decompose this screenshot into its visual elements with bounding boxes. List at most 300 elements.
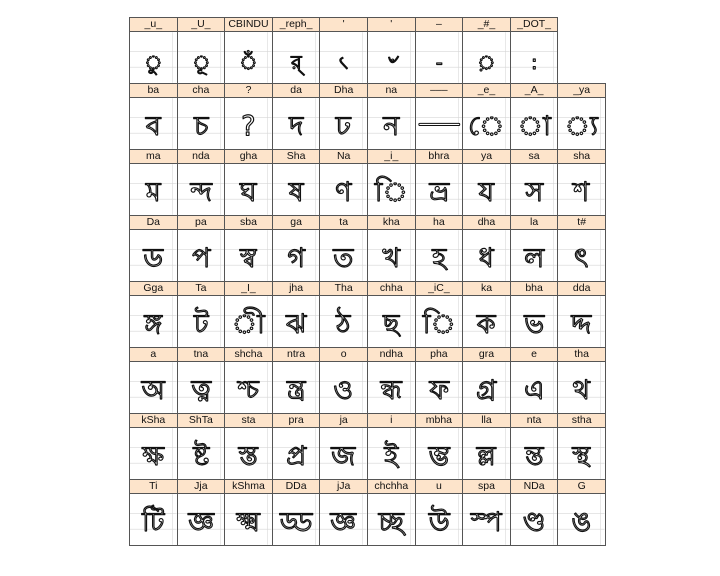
glyph-cell xyxy=(367,149,416,216)
glyph-preview xyxy=(320,428,367,479)
glyph-cell xyxy=(319,17,368,84)
glyph-char: উ xyxy=(428,507,450,539)
glyph-label: ga xyxy=(273,216,320,230)
glyph-preview xyxy=(225,230,272,281)
glyph-char: - xyxy=(435,51,443,75)
glyph-preview xyxy=(511,296,558,347)
glyph-char: অ xyxy=(141,375,166,407)
glyph-char: ন্ত্র xyxy=(286,375,306,407)
glyph-char: ণ xyxy=(335,177,352,209)
glyph-char: স্ব xyxy=(240,243,257,275)
glyph-cell xyxy=(367,281,416,348)
glyph-char: গ্র xyxy=(476,375,497,407)
glyph-table xyxy=(129,17,605,545)
glyph-label: Ti xyxy=(130,480,177,494)
glyph-label: ta xyxy=(320,216,367,230)
glyph-label: Da xyxy=(130,216,177,230)
glyph-char: ি xyxy=(374,177,408,209)
glyph-label: chchha xyxy=(368,480,415,494)
glyph-char: ক্ষ xyxy=(142,441,165,473)
glyph-label: ndha xyxy=(368,348,415,362)
glyph-label: ya xyxy=(463,150,510,164)
glyph-label: Ta xyxy=(178,282,225,296)
glyph-preview xyxy=(225,164,272,215)
glyph-cell xyxy=(129,17,178,84)
glyph-preview xyxy=(511,428,558,479)
glyph-preview xyxy=(273,296,320,347)
glyph-char: ছ xyxy=(383,309,400,341)
glyph-preview xyxy=(130,230,177,281)
glyph-label: la xyxy=(511,216,558,230)
glyph-preview xyxy=(273,362,320,413)
glyph-char: জ্ঞ xyxy=(330,507,357,539)
glyph-preview xyxy=(273,428,320,479)
glyph-cell xyxy=(462,83,511,150)
glyph-preview xyxy=(178,296,225,347)
glyph-cell xyxy=(462,215,511,282)
glyph-char: দ্দ xyxy=(571,309,592,341)
glyph-cell xyxy=(272,479,321,546)
glyph-cell xyxy=(272,347,321,414)
glyph-preview xyxy=(178,32,225,83)
glyph-label: Tha xyxy=(320,282,367,296)
glyph-cell xyxy=(462,281,511,348)
glyph-label: jha xyxy=(273,282,320,296)
glyph-preview xyxy=(511,98,558,149)
glyph-label: ? xyxy=(225,84,272,98)
glyph-char: ্য xyxy=(565,111,599,143)
glyph-char: ী xyxy=(231,309,266,341)
glyph-cell xyxy=(557,281,606,348)
glyph-char: জ xyxy=(331,441,356,473)
glyph-char: ন xyxy=(383,111,400,143)
glyph-char: ই xyxy=(384,441,399,473)
glyph-cell xyxy=(319,83,368,150)
glyph-char: স্ত xyxy=(238,441,259,473)
glyph-cell xyxy=(319,413,368,480)
glyph-char: ট xyxy=(193,309,209,341)
glyph-cell xyxy=(272,149,321,216)
glyph-cell xyxy=(272,215,321,282)
glyph-char: প্র xyxy=(285,441,307,473)
glyph-label: sha xyxy=(558,150,605,164)
glyph-cell xyxy=(415,17,464,84)
glyph-char: ম xyxy=(145,177,161,209)
glyph-cell xyxy=(510,149,559,216)
glyph-cell xyxy=(415,281,464,348)
glyph-char: টি xyxy=(142,507,165,539)
glyph-char: ঁ xyxy=(239,51,258,75)
glyph-preview xyxy=(463,32,510,83)
glyph-preview xyxy=(320,362,367,413)
glyph-preview xyxy=(558,362,605,413)
glyph-cell xyxy=(367,83,416,150)
glyph-label: bhra xyxy=(416,150,463,164)
glyph-cell xyxy=(510,413,559,480)
glyph-char: ে xyxy=(468,111,505,143)
glyph-preview xyxy=(416,98,463,149)
glyph-cell xyxy=(557,347,606,414)
glyph-cell xyxy=(129,149,178,216)
glyph-char: য xyxy=(478,177,495,209)
glyph-label: ja xyxy=(320,414,367,428)
glyph-preview xyxy=(320,32,367,83)
glyph-preview xyxy=(511,494,558,545)
glyph-label: kShma xyxy=(225,480,272,494)
glyph-char: ত xyxy=(333,243,354,275)
glyph-label: mbha xyxy=(416,414,463,428)
glyph-cell xyxy=(462,479,511,546)
glyph-preview xyxy=(416,296,463,347)
glyph-label: o xyxy=(320,348,367,362)
glyph-cell xyxy=(224,413,273,480)
glyph-label: ntra xyxy=(273,348,320,362)
glyph-label: CBINDU xyxy=(225,18,272,32)
glyph-cell xyxy=(462,17,511,84)
glyph-cell xyxy=(224,479,273,546)
glyph-preview xyxy=(511,362,558,413)
glyph-preview xyxy=(273,98,320,149)
glyph-cell xyxy=(510,83,559,150)
glyph-char: ম্ভ xyxy=(428,441,450,473)
glyph-label: tna xyxy=(178,348,225,362)
glyph-cell xyxy=(415,149,464,216)
glyph-preview xyxy=(368,428,415,479)
glyph-label: ka xyxy=(463,282,510,296)
glyph-char: এ xyxy=(523,375,545,407)
glyph-char: ক xyxy=(476,309,496,341)
glyph-preview xyxy=(178,428,225,479)
glyph-label: gha xyxy=(225,150,272,164)
glyph-preview xyxy=(416,362,463,413)
glyph-char: ঢ xyxy=(336,111,352,143)
glyph-preview xyxy=(178,164,225,215)
glyph-char: ক্ষ্ম xyxy=(236,507,261,539)
glyph-cell xyxy=(224,149,273,216)
glyph-label: Na xyxy=(320,150,367,164)
glyph-cell xyxy=(557,83,606,150)
glyph-label: ' xyxy=(320,18,367,32)
glyph-preview xyxy=(511,164,558,215)
glyph-cell xyxy=(224,215,273,282)
glyph-label: gra xyxy=(463,348,510,362)
glyph-char: র্ xyxy=(290,51,302,75)
glyph-preview xyxy=(273,494,320,545)
glyph-cell xyxy=(367,347,416,414)
glyph-char: ষ্ট xyxy=(192,441,210,473)
glyph-cell xyxy=(319,479,368,546)
glyph-label: na xyxy=(368,84,415,98)
glyph-char: া xyxy=(517,111,551,143)
glyph-label: jJa xyxy=(320,480,367,494)
glyph-label: DDa xyxy=(273,480,320,494)
glyph-preview xyxy=(416,428,463,479)
glyph-char: ত্ন xyxy=(190,375,211,407)
glyph-label: _I_ xyxy=(225,282,272,296)
glyph-label: lla xyxy=(463,414,510,428)
glyph-char: ঘ xyxy=(240,177,257,209)
glyph-preview xyxy=(178,362,225,413)
glyph-preview xyxy=(558,428,605,479)
glyph-preview xyxy=(178,494,225,545)
glyph-cell xyxy=(319,347,368,414)
glyph-label: sta xyxy=(225,414,272,428)
glyph-preview xyxy=(368,164,415,215)
glyph-preview xyxy=(558,494,605,545)
glyph-char: ৎ xyxy=(574,243,589,275)
glyph-cell xyxy=(557,149,606,216)
glyph-label: ' xyxy=(368,18,415,32)
glyph-label: ma xyxy=(130,150,177,164)
glyph-label: da xyxy=(273,84,320,98)
glyph-preview xyxy=(130,296,177,347)
glyph-preview xyxy=(130,362,177,413)
glyph-cell xyxy=(510,347,559,414)
glyph-cell xyxy=(129,215,178,282)
glyph-label: _iC_ xyxy=(416,282,463,296)
glyph-cell xyxy=(367,215,416,282)
glyph-preview xyxy=(130,164,177,215)
glyph-preview xyxy=(368,362,415,413)
glyph-char: ৺ xyxy=(385,51,398,75)
glyph-label: dda xyxy=(558,282,605,296)
glyph-cell xyxy=(415,347,464,414)
glyph-cell xyxy=(177,17,226,84)
glyph-preview xyxy=(463,494,510,545)
glyph-char: ঙ্গ xyxy=(144,309,163,341)
glyph-label: ShTa xyxy=(178,414,225,428)
glyph-preview xyxy=(130,32,177,83)
glyph-cell xyxy=(177,413,226,480)
glyph-char: গ xyxy=(287,243,305,275)
glyph-label: shcha xyxy=(225,348,272,362)
glyph-preview xyxy=(416,494,463,545)
glyph-char: ় xyxy=(477,51,496,75)
glyph-char: শ xyxy=(573,177,590,209)
glyph-char: ন্দ xyxy=(189,177,212,209)
glyph-label: nta xyxy=(511,414,558,428)
glyph-label: Sha xyxy=(273,150,320,164)
glyph-cell xyxy=(415,83,464,150)
glyph-preview xyxy=(558,164,605,215)
glyph-preview xyxy=(416,230,463,281)
glyph-preview xyxy=(368,296,415,347)
glyph-label: pa xyxy=(178,216,225,230)
glyph-char: ঝ xyxy=(285,309,307,341)
glyph-preview xyxy=(178,230,225,281)
glyph-label: Jja xyxy=(178,480,225,494)
glyph-cell xyxy=(177,83,226,150)
glyph-preview xyxy=(463,296,510,347)
glyph-cell xyxy=(415,413,464,480)
glyph-cell xyxy=(462,149,511,216)
glyph-label: _#_ xyxy=(463,18,510,32)
glyph-label: sba xyxy=(225,216,272,230)
glyph-label: _e_ xyxy=(463,84,510,98)
glyph-label: _ya xyxy=(558,84,605,98)
glyph-cell xyxy=(129,347,178,414)
glyph-char: ি xyxy=(422,309,456,341)
glyph-label: sa xyxy=(511,150,558,164)
glyph-preview xyxy=(463,230,510,281)
glyph-preview xyxy=(225,32,272,83)
glyph-preview xyxy=(320,164,367,215)
glyph-char: : xyxy=(530,51,538,75)
glyph-preview xyxy=(320,494,367,545)
glyph-preview xyxy=(130,98,177,149)
glyph-preview xyxy=(558,98,605,149)
glyph-cell xyxy=(510,479,559,546)
glyph-preview xyxy=(130,494,177,545)
glyph-preview xyxy=(225,98,272,149)
glyph-cell xyxy=(557,413,606,480)
glyph-preview xyxy=(463,362,510,413)
glyph-char: ভ্র xyxy=(428,177,449,209)
glyph-char: ল্ল xyxy=(476,441,497,473)
glyph-preview xyxy=(368,494,415,545)
glyph-cell xyxy=(177,215,226,282)
glyph-cell xyxy=(272,281,321,348)
glyph-label: ––– xyxy=(416,84,463,98)
glyph-cell xyxy=(224,83,273,150)
glyph-label: a xyxy=(130,348,177,362)
glyph-preview xyxy=(368,98,415,149)
glyph-label: kSha xyxy=(130,414,177,428)
glyph-label: _u_ xyxy=(130,18,177,32)
glyph-label: chha xyxy=(368,282,415,296)
glyph-char: ঙ xyxy=(571,507,592,539)
glyph-preview xyxy=(463,164,510,215)
glyph-label: dha xyxy=(463,216,510,230)
glyph-label: _reph_ xyxy=(273,18,320,32)
glyph-preview xyxy=(225,428,272,479)
glyph-char: ৻ xyxy=(338,51,349,75)
glyph-cell xyxy=(129,83,178,150)
glyph-preview xyxy=(320,296,367,347)
glyph-cell xyxy=(510,215,559,282)
glyph-char: ষ xyxy=(288,177,304,209)
glyph-label: _U_ xyxy=(178,18,225,32)
glyph-cell xyxy=(462,347,511,414)
glyph-cell xyxy=(177,149,226,216)
glyph-label: nda xyxy=(178,150,225,164)
glyph-char: ভ xyxy=(523,309,545,341)
glyph-cell xyxy=(557,479,606,546)
glyph-label: – xyxy=(416,18,463,32)
glyph-cell xyxy=(319,215,368,282)
glyph-char: স্প xyxy=(470,507,503,539)
glyph-char: ড xyxy=(143,243,164,275)
glyph-char: থ xyxy=(572,375,591,407)
glyph-preview xyxy=(463,428,510,479)
glyph-cell xyxy=(319,281,368,348)
glyph-label: spa xyxy=(463,480,510,494)
glyph-label: cha xyxy=(178,84,225,98)
glyph-cell xyxy=(224,281,273,348)
glyph-cell xyxy=(224,347,273,414)
glyph-char: ফ xyxy=(428,375,449,407)
glyph-cell xyxy=(319,149,368,216)
glyph-label: _i_ xyxy=(368,150,415,164)
glyph-label: _DOT_ xyxy=(511,18,558,32)
glyph-label: kha xyxy=(368,216,415,230)
glyph-char: খ xyxy=(382,243,401,275)
glyph-preview xyxy=(225,494,272,545)
glyph-preview xyxy=(463,98,510,149)
glyph-cell xyxy=(177,281,226,348)
glyph-preview xyxy=(178,98,225,149)
glyph-char: ল xyxy=(523,243,545,275)
glyph-char: স xyxy=(525,177,544,209)
glyph-char: ব xyxy=(145,111,161,143)
glyph-char: চ xyxy=(193,111,209,143)
glyph-preview xyxy=(511,32,558,83)
glyph-preview xyxy=(416,32,463,83)
glyph-preview xyxy=(416,164,463,215)
glyph-cell xyxy=(272,413,321,480)
glyph-cell xyxy=(272,83,321,150)
glyph-label: pra xyxy=(273,414,320,428)
glyph-label: G xyxy=(558,480,605,494)
glyph-char: ? xyxy=(241,111,256,143)
glyph-label: i xyxy=(368,414,415,428)
glyph-label: pha xyxy=(416,348,463,362)
glyph-cell xyxy=(367,17,416,84)
glyph-char: ড্ড xyxy=(279,507,313,539)
glyph-char: শ্চ xyxy=(237,375,260,407)
glyph-preview xyxy=(368,32,415,83)
glyph-preview xyxy=(558,296,605,347)
glyph-char: প xyxy=(191,243,211,275)
glyph-preview xyxy=(558,230,605,281)
glyph-char: ূ xyxy=(191,51,210,75)
glyph-char: ন্ত xyxy=(524,441,544,473)
glyph-char: চ্ছ xyxy=(378,507,405,539)
glyph-char: ণ্ড xyxy=(522,507,546,539)
glyph-preview xyxy=(320,98,367,149)
glyph-cell xyxy=(129,479,178,546)
glyph-preview xyxy=(368,230,415,281)
glyph-preview xyxy=(273,32,320,83)
glyph-cell xyxy=(129,413,178,480)
glyph-label: u xyxy=(416,480,463,494)
glyph-char: স্থ xyxy=(572,441,591,473)
glyph-char: ধ xyxy=(478,243,495,275)
glyph-preview xyxy=(511,230,558,281)
glyph-cell xyxy=(510,17,559,84)
glyph-cell xyxy=(557,215,606,282)
glyph-cell xyxy=(224,17,273,84)
glyph-label: NDa xyxy=(511,480,558,494)
glyph-label: ba xyxy=(130,84,177,98)
glyph-label: Gga xyxy=(130,282,177,296)
glyph-char: ন্ধ xyxy=(380,375,403,407)
glyph-preview xyxy=(320,230,367,281)
glyph-cell xyxy=(177,479,226,546)
glyph-cell xyxy=(462,413,511,480)
glyph-cell xyxy=(367,479,416,546)
glyph-preview xyxy=(225,296,272,347)
glyph-cell xyxy=(510,281,559,348)
glyph-char: ু xyxy=(144,51,163,75)
glyph-char: দ xyxy=(288,111,304,143)
glyph-cell xyxy=(177,347,226,414)
glyph-cell xyxy=(415,215,464,282)
glyph-char: জ্ঞ xyxy=(187,507,214,539)
glyph-label: tha xyxy=(558,348,605,362)
glyph-preview xyxy=(130,428,177,479)
glyph-preview xyxy=(225,362,272,413)
